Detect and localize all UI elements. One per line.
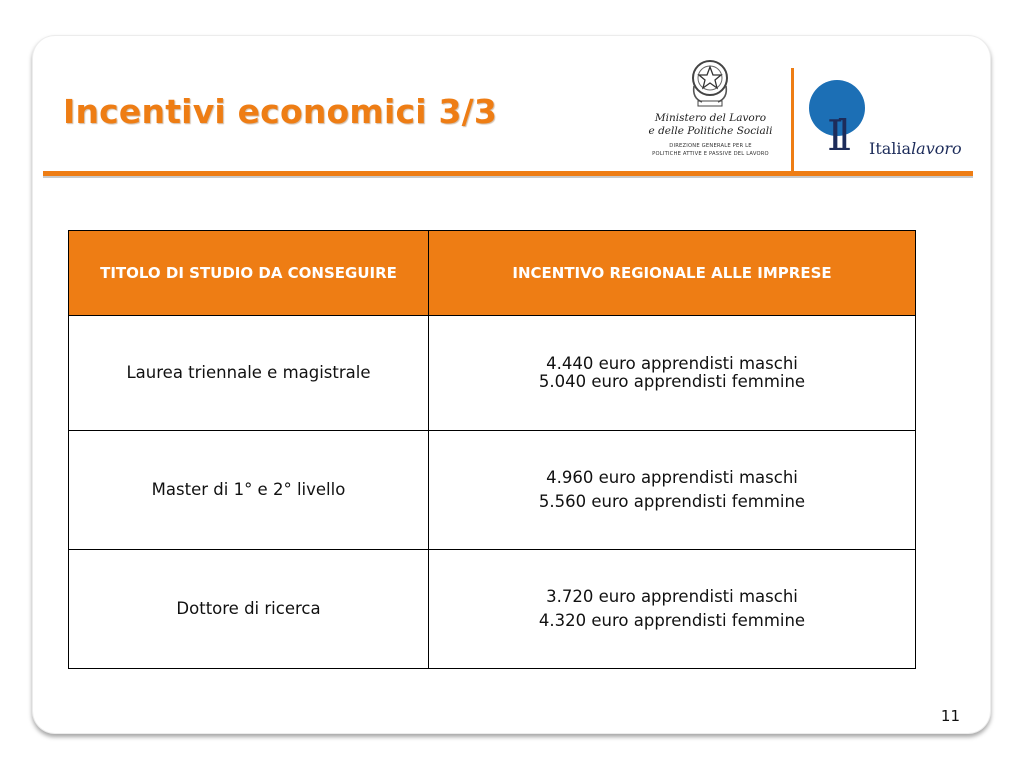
table-row	[69, 431, 916, 550]
italia-text: Italia	[869, 139, 912, 158]
slide-title: Incentivi economici 3/3	[63, 92, 498, 131]
table-row	[69, 550, 916, 669]
ministry-name-line1: Ministero del Lavoro	[654, 112, 767, 124]
incentivo-maschi: 4.960 euro apprendisti maschi	[546, 468, 798, 487]
incentivo-femmine: 4.320 euro apprendisti femmine	[538, 611, 806, 630]
cell-titolo: Master di 1° e 2° livello	[69, 431, 429, 550]
header-incentivo: INCENTIVO REGIONALE ALLE IMPRESE	[429, 231, 916, 316]
lavoro-text: lavoro	[911, 139, 962, 158]
incentivo-femmine: 5.560 euro apprendisti femmine	[538, 492, 806, 511]
page-number: 11	[940, 707, 960, 725]
italialavoro-wordmark	[869, 139, 962, 158]
slide-content	[33, 36, 990, 733]
cell-titolo: Laurea triennale e magistrale	[69, 316, 429, 431]
cell-incentivo	[429, 316, 916, 431]
incentivo-femmine: 5.040 euro apprendisti femmine	[538, 372, 806, 391]
ministry-department	[633, 142, 788, 158]
incentivo-maschi: 4.440 euro apprendisti maschi	[546, 354, 798, 373]
italialavoro-mark: Il	[827, 111, 846, 160]
title-rule-shadow	[43, 176, 973, 178]
cell-incentivo	[429, 431, 916, 550]
cell-titolo: Dottore di ricerca	[69, 550, 429, 669]
ministry-sub-line1: DIREZIONE GENERALE PER LE	[669, 143, 752, 149]
header-titolo: TITOLO DI STUDIO DA CONSEGUIRE	[69, 231, 429, 316]
incentivo-maschi: 3.720 euro apprendisti maschi	[546, 587, 798, 606]
ministry-sub-line2: POLITICHE ATTIVE E PASSIVE DEL LAVORO	[652, 151, 769, 157]
ministry-name	[633, 112, 788, 138]
incentives-table	[68, 230, 916, 669]
table-row	[69, 316, 916, 431]
ministry-logo	[633, 54, 788, 174]
logo-divider	[791, 68, 794, 172]
table-header-row	[69, 231, 916, 316]
ministry-name-line2: e delle Politiche Sociali	[648, 125, 773, 137]
republic-emblem-icon	[688, 56, 732, 110]
slide	[33, 36, 990, 733]
cell-incentivo	[429, 550, 916, 669]
